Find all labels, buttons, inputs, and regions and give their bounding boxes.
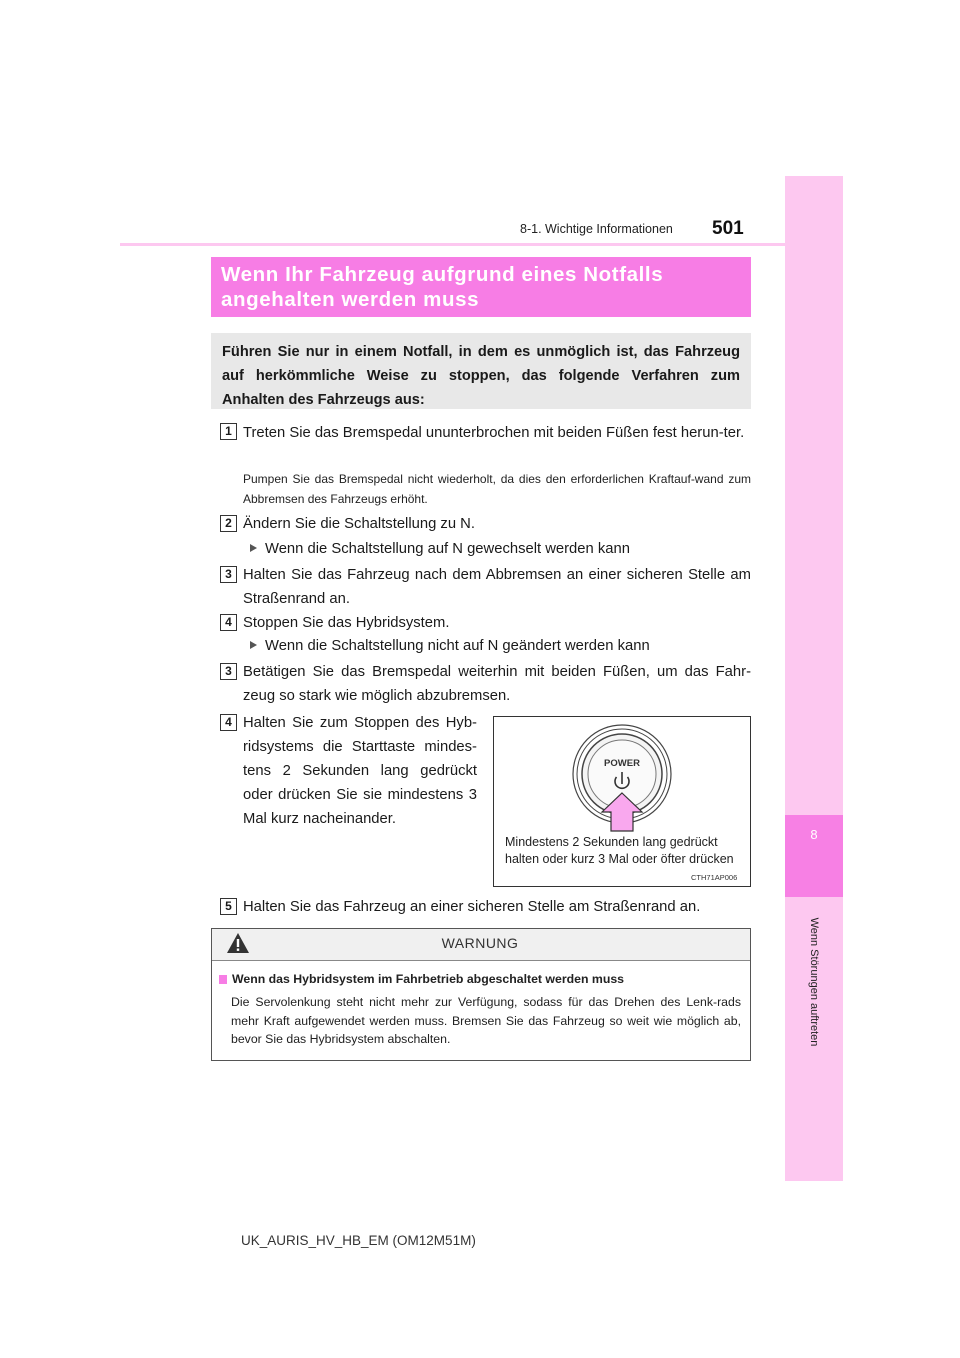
pink-square-bullet-icon (219, 975, 227, 984)
step-text: Betätigen Sie das Bremspedal weiterhin mit beiden Füßen, um das Fahr-zeug so stark wie möglich abzubremsen. (243, 664, 751, 704)
condition-heading (250, 539, 630, 559)
triangle-bullet-icon (250, 641, 257, 649)
step-number: 3 (220, 663, 237, 680)
step-note: Pumpen Sie das Bremspedal nicht wiederholt, da dies den erforderlichen Kraftauf-wand zum Abbremsen des Fahrzeugs erhöht. (243, 472, 751, 506)
document-footer: UK_AURIS_HV_HB_EM (OM12M51M) (241, 1233, 476, 1248)
step-number: 3 (220, 566, 237, 583)
step-text: Halten Sie zum Stoppen des Hyb-ridsystems die Starttaste mindes-tens 2 Sekunden lang gedrückt oder drücken Sie sie mindestens 3 Mal kurz nacheinander. (243, 715, 477, 827)
step-text: Treten Sie das Bremspedal ununterbrochen mit beiden Füßen fest herun-ter. (243, 425, 745, 441)
condition-text: Wenn die Schaltstellung nicht auf N geändert werden kann (265, 638, 650, 654)
warning-subtitle-text: Wenn das Hybridsystem im Fahrbetrieb abgeschaltet werden muss (232, 972, 625, 986)
step-text: Halten Sie das Fahrzeug nach dem Abbremsen an einer sicheren Stelle am Straßenrand an. (243, 567, 751, 607)
step-number: 2 (220, 515, 237, 532)
intro-text: Führen Sie nur in einem Notfall, in dem es unmöglich ist, das Fahrzeug auf herkömmliche Weise zu stoppen, das folgende Verfahren zum Anhalten des Fahrzeugs aus: (222, 344, 740, 408)
condition-heading (250, 636, 650, 656)
warning-title: WARNUNG (441, 935, 519, 951)
chapter-side-title: Wenn Störungen auftreten (808, 917, 820, 1047)
intro-box (211, 333, 751, 409)
section-heading-line-1: Wenn Ihr Fahrzeug aufgrund eines Notfalls (221, 263, 664, 286)
step-number: 4 (220, 714, 237, 731)
chapter-breadcrumb: 8-1. Wichtige Informationen (520, 222, 673, 236)
power-label: POWER (604, 758, 640, 769)
warning-text: Die Servolenkung steht nicht mehr zur Verfügung, sodass für das Drehen des Lenk-rads mehr Kraft aufgewendet werden muss. Bremsen Sie das Fahrzeug so weit wie möglich ab, bevor Sie das Hybridsystem abschalten. (231, 995, 741, 1046)
warning-subtitle (219, 972, 624, 986)
page-number: 501 (712, 218, 744, 239)
step-number: 4 (220, 614, 237, 631)
triangle-bullet-icon (250, 544, 257, 552)
step-number: 5 (220, 898, 237, 915)
step-number: 1 (220, 423, 237, 440)
step-text: Stoppen Sie das Hybridsystem. (243, 615, 450, 631)
illustration-caption: Mindestens 2 Sekunden lang gedrückt halten oder kurz 3 Mal oder öfter drücken (505, 835, 734, 866)
condition-text: Wenn die Schaltstellung auf N gewechselt werden kann (265, 541, 630, 557)
chapter-number: 8 (810, 827, 818, 842)
illustration-code: CTH71AP006 (691, 873, 738, 882)
section-heading-line-2: angehalten werden muss (221, 288, 480, 311)
header-rule (120, 243, 785, 246)
step-text: Halten Sie das Fahrzeug an einer sicheren Stelle am Straßenrand an. (243, 899, 701, 915)
step-text: Ändern Sie die Schaltstellung zu N. (243, 516, 475, 532)
section-heading (211, 257, 751, 317)
